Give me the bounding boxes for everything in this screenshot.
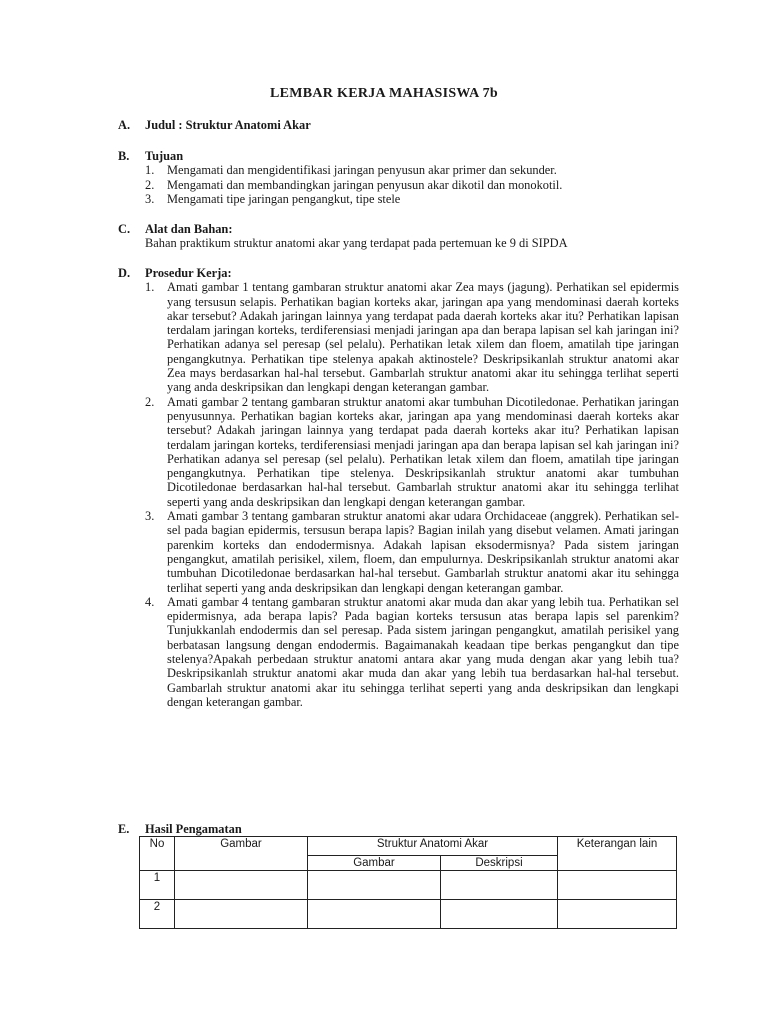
list-number: 2. (145, 394, 155, 409)
section-letter: E. (118, 822, 130, 836)
row-number: 1 (140, 871, 175, 900)
header-gambar: Gambar (175, 837, 308, 871)
tujuan-list (145, 163, 678, 206)
list-item (145, 509, 678, 595)
cell-deskripsi (441, 871, 558, 900)
list-number: 3. (145, 191, 155, 206)
section-letter: D. (118, 266, 131, 280)
section-alat-bahan (118, 222, 678, 251)
list-item (145, 178, 678, 192)
table-row (140, 871, 677, 900)
section-heading: Prosedur Kerja: (145, 266, 232, 280)
list-text: Mengamati dan mengidentifikasi jaringan penyusun akar primer dan sekunder. (167, 163, 557, 178)
cell-gambar (175, 871, 308, 900)
list-number: 1. (145, 163, 155, 178)
list-number: 1. (145, 280, 155, 295)
row-number: 2 (140, 900, 175, 929)
list-item (145, 280, 678, 394)
alat-bahan-text: Bahan praktikum struktur anatomi akar yang terdapat pada pertemuan ke 9 di SIPDA (145, 236, 568, 251)
section-prosedur (118, 266, 678, 709)
list-item (145, 192, 678, 206)
list-number: 3. (145, 509, 155, 524)
list-text: Mengamati tipe jaringan pengangkut, tipe stele (167, 191, 401, 206)
section-heading: Tujuan (145, 149, 184, 163)
cell-struktur-gambar (308, 900, 441, 929)
list-item (145, 595, 678, 709)
list-text: Amati gambar 2 tentang gambaran struktur anatomi akar tumbuhan Dicotiledonae. Perhatikan jaringan penyusunnya. Perhatikan bagian korteks akar, jaringan apa yang mendominasi daerah korteks akar tersebut? Adakah jaringan lainnya yang terdapat pada daerah korteks akar itu? Perhatikan lapisan terdalam jaringan korteks, terdiferensiasi menjadi jaringan apa dan berapa lapisan sel kah jaringan ini? Perhatikan adanya sel peresap (sel pelalu). Perhatikan letak xilem dan floem, amatilah tipe jaringan pengangkutnya. Perhatikan tipe stelenya. Deskripsikanlah struktur anatomi akar tumbuhan Dicotiledonae berdasarkan hal-hal tersebut. Gambarlah struktur anatomi akar itu sehingga terlihat seperti yang anda deskripsikan dan lengkapi dengan keterangan gambar. (167, 394, 679, 509)
section-heading: Judul : Struktur Anatomi Akar (145, 118, 311, 132)
list-item (145, 163, 678, 177)
cell-gambar (175, 900, 308, 929)
section-letter: C. (118, 222, 131, 236)
list-number: 4. (145, 594, 155, 609)
section-heading: Alat dan Bahan: (145, 222, 233, 236)
list-item (145, 395, 678, 509)
prosedur-list (145, 280, 678, 709)
list-text: Mengamati dan membandingkan jaringan penyusun akar dikotil dan monokotil. (167, 177, 563, 192)
cell-struktur-gambar (308, 871, 441, 900)
list-text: Amati gambar 4 tentang gambaran struktur anatomi akar muda dan akar yang lebih tua. Perhatikan sel epidermisnya, ada berapa lapis? Pada bagian korteks tersusun atas berapa lapis sel parenkim? Tunjukkanlah endodermis dan sel peresap. Pada sistem jaringan pengangkut, amatilah perisikel yang berbatasan langsung dengan endodermis. Bagaimanakah keadaan tipe berkas pengangkut dan tipe stelenya?Apakah perbedaan struktur anatomi antara akar yang muda dengan akar yang lebih tua? Deskripsikanlah struktur anatomi akar muda dan akar yang lebih tua berdasarkan hal-hal tersebut. Gambarlah struktur anatomi akar itu sehingga terlihat seperti yang anda deskripsikan dan lengkapi dengan keterangan gambar. (167, 594, 679, 709)
header-struktur: Struktur Anatomi Akar (308, 837, 558, 856)
table-row (140, 900, 677, 929)
cell-keterangan (558, 900, 677, 929)
header-no: No (140, 837, 175, 871)
table-header-row (140, 837, 677, 856)
section-heading: Hasil Pengamatan (145, 822, 242, 836)
list-number: 2. (145, 177, 155, 192)
cell-keterangan (558, 871, 677, 900)
cell-deskripsi (441, 900, 558, 929)
list-text: Amati gambar 1 tentang gambaran struktur anatomi akar Zea mays (jagung). Perhatikan sel epidermis yang tersusun selapis. Perhatikan bagian korteks akar, jaringan apa yang mendominasi daerah korteks akar tersebut? Adakah jaringan lainnya yang terdapat pada daerah korteks akar itu? Perhatikan lapisan terdalam jaringan korteks, terdiferensiasi menjadi jaringan apa dan berapa lapisan sel kah jaringan ini? Perhatikan adanya sel peresap (sel pelalu). Perhatikan letak xilem dan floem, amatilah tipe jaringan pengangkutnya. Perhatikan tipe stelenya apakah aktinostele? Deskripsikanlah struktur anatomi akar Zea mays berdasarkan hal-hal tersebut. Gambarlah struktur anatomi akar itu sehingga terlihat seperti yang anda deskripsikan dan lengkapi dengan keterangan gambar. (167, 280, 679, 395)
section-tujuan (118, 149, 678, 206)
header-keterangan: Keterangan lain (558, 837, 677, 871)
list-text: Amati gambar 3 tentang gambaran struktur anatomi akar udara Orchidaceae (anggrek). Perhatikan sel-sel pada bagian epidermis, tersusun berapa lapis? Bagian inilah yang disebut velamen. Amati jaringan parenkim korteks dan endodermisnya. Adakah lapisan eksodermisnya? Pada sistem jaringan pengangkut, amatilah perisikel, xilem, floem, dan empulurnya. Deskripsikanlah struktur anatomi akar tumbuhan Dicotiledonae berdasarkan hal-hal tersebut. Gambarlah struktur anatomi akar itu sehingga terlihat seperti yang anda deskripsikan dan lengkapi dengan keterangan gambar. (167, 509, 679, 595)
section-letter: B. (118, 149, 130, 163)
section-letter: A. (118, 118, 131, 132)
section-hasil (118, 822, 678, 836)
page-title: LEMBAR KERJA MAHASISWA 7b (269, 86, 499, 101)
observation-table (139, 836, 677, 929)
section-judul (118, 118, 678, 132)
subheader-deskripsi: Deskripsi (441, 856, 558, 871)
subheader-gambar: Gambar (308, 856, 441, 871)
